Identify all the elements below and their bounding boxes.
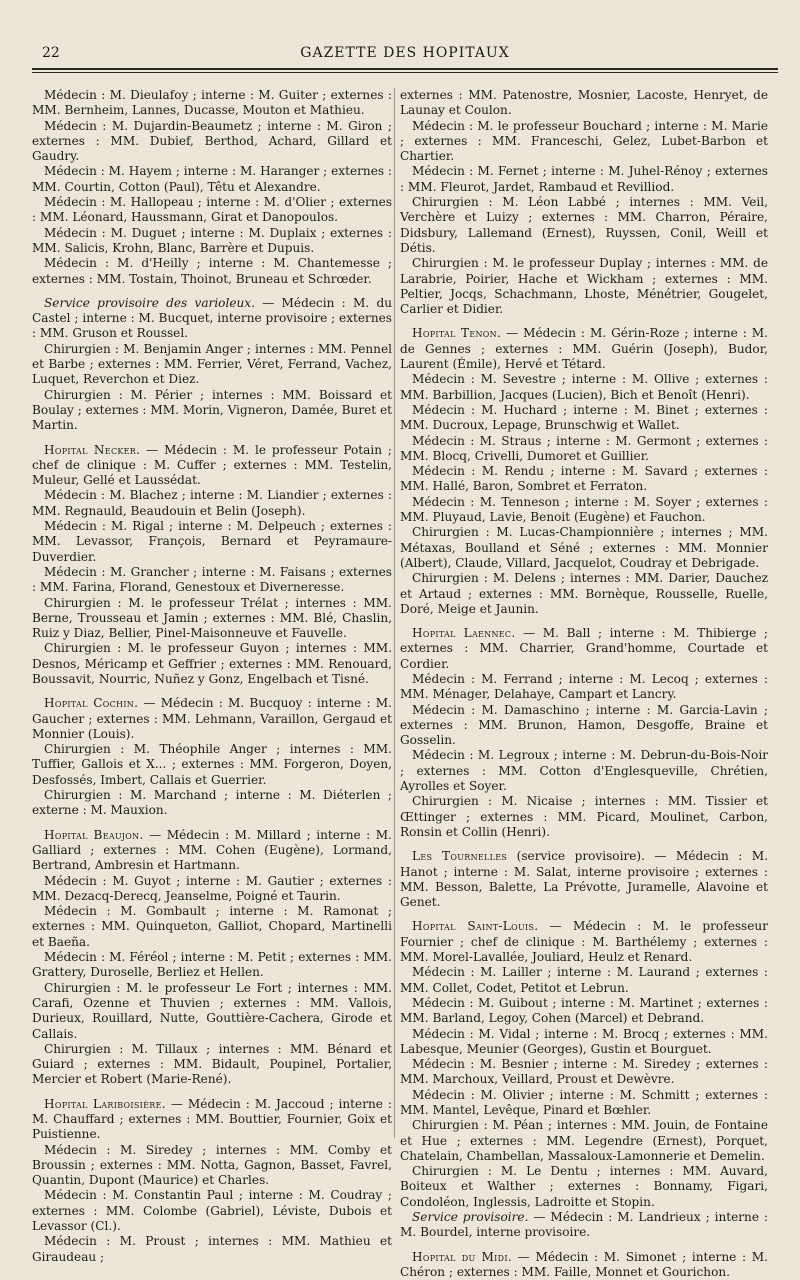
roster-paragraph — [400, 164, 768, 195]
paragraph-text: Chirurgien : M. le professeur Guyon ; internes : MM. Desnos, Méricamp et Geffrier ; externes : MM. Renouard, Boussavit, Nourric, Nuñez y Gonz, Engelbach et Tisné. — [32, 641, 392, 686]
roster-paragraph — [32, 742, 392, 788]
roster-paragraph — [32, 519, 392, 565]
roster-paragraph — [400, 748, 768, 794]
paragraph-text: — Médecin : M. Landrieux ; interne : M. Bourdel, interne provisoire. — [400, 1210, 769, 1240]
roster-paragraph — [32, 950, 392, 981]
paragraph-text: Médecin : M. Dieulafoy ; interne : M. Guiter ; externes : MM. Bernheim, Lannes, Ducasse, Mouton et Mathieu. — [32, 88, 392, 118]
paragraph-text: Médecin : M. Vidal ; interne : M. Brocq ; externes : MM. Labesque, Meunier (Georges), Gustin et Bourguet. — [400, 1026, 768, 1056]
section-paragraph — [400, 849, 768, 910]
paragraph-text: — Médecin : M. le professeur Potain ; chef de clinique : M. Cuffer ; externes : MM. Testelin, Muleur, Gellé et Laussédat. — [32, 442, 392, 488]
roster-paragraph — [400, 464, 768, 495]
paragraph-text: Médecin : M. Siredey ; internes : MM. Comby et Broussin ; externes : MM. Notta, Gagnon, Basset, Favrel, Quantin, Dupont (Maurice) et Charles. — [32, 1142, 392, 1188]
roster-paragraph — [400, 571, 768, 617]
roster-paragraph — [32, 1234, 392, 1265]
roster-paragraph — [400, 1057, 768, 1088]
header-rule — [32, 68, 778, 70]
paragraph-text: Chirurgien : M. Delens ; internes : MM. Darier, Dauchez et Artaud ; externes : MM. Bornèque, Rousselle, Ruelle, Doré, Meige et Jaunin. — [400, 571, 768, 616]
section-paragraph — [400, 1210, 768, 1241]
section-paragraph — [400, 1250, 768, 1280]
roster-paragraph — [400, 495, 768, 526]
paragraph-text: — Médecin : M. Millard ; interne : M. Galliard ; externes : MM. Cohen (Eugène), Lormand, Bertrand, Ambresin et Hartmann. — [32, 827, 392, 873]
roster-paragraph — [32, 596, 392, 642]
roster-paragraph — [32, 226, 392, 257]
roster-paragraph — [400, 965, 768, 996]
paragraph-text: Médecin : M. Blachez ; interne : M. Liandier ; externes : MM. Regnauld, Beaudouin et Belin (Joseph). — [32, 488, 392, 518]
paragraph-text: Médecin : M. Proust ; internes : MM. Mathieu et Giraudeau ; — [32, 1234, 392, 1264]
section-paragraph — [32, 1097, 392, 1143]
section-heading: Hopital Tenon. — [412, 326, 502, 341]
right-column — [400, 88, 768, 1280]
roster-paragraph — [32, 256, 392, 287]
paragraph-text: Médecin : M. d'Heilly ; interne : M. Chantemesse ; externes : MM. Tostain, Thoinot, Bruneau et Schrœder. — [32, 256, 392, 286]
paragraph-text: Médecin : M. Constantin Paul ; interne : M. Coudray ; externes : MM. Colombe (Gabriel), Léviste, Dubois et Levassor (Cl.). — [32, 1188, 392, 1234]
roster-paragraph — [400, 703, 768, 749]
paragraph-text: Chirurgien : M. Tillaux ; internes : MM. Bénard et Guiard ; externes : MM. Bidault, Poupinel, Portalier, Mercier et Robert (Marie-René). — [32, 1041, 392, 1087]
paragraph-text: Médecin : M. Rigal ; interne : M. Delpeuch ; externes : MM. Levassor, François, Bernard et Peyramaure-Duverdier. — [32, 519, 392, 564]
paragraph-text: Médecin : M. Lailler ; interne : M. Laurand ; externes : MM. Collet, Codet, Petitot et Lebrun. — [400, 965, 768, 995]
roster-paragraph — [400, 119, 768, 165]
paragraph-text: Médecin : M. Ferrand ; interne : M. Lecoq ; externes : MM. Ménager, Delahaye, Campart et Lancry. — [400, 671, 768, 702]
paragraph-text: Médecin : M. Sevestre ; interne : M. Ollive ; externes : MM. Barbillion, Jacques (Lucien), Bich et Benoît (Henri). — [400, 372, 768, 402]
section-paragraph — [32, 696, 392, 742]
roster-paragraph — [400, 372, 768, 403]
publication-title: GAZETTE DES HOPITAUX — [300, 45, 510, 61]
roster-paragraph — [32, 1143, 392, 1189]
paragraph-text: Chirurgien : M. Périer ; internes : MM. Boissard et Boulay ; externes : MM. Morin, Vigneron, Damée, Buret et Martin. — [32, 387, 392, 433]
paragraph-text: Chirurgien : M. Marchand ; interne : M. Diéterlen ; externe : M. Mauxion. — [32, 788, 392, 818]
paragraph-text: Chirurgien : M. Lucas-Championnière ; internes ; MM. Métaxas, Boulland et Séné ; externes : MM. Monnier (Albert), Claude, Villard, Jacquelot, Coudray et Debrigade. — [400, 525, 768, 570]
roster-paragraph — [400, 1027, 768, 1058]
roster-paragraph — [400, 195, 768, 256]
paragraph-text: Chirurgien : M. le professeur Le Fort ; internes : MM. Carafi, Ozenne et Thuvien ; externes : MM. Vallois, Durieux, Rouillard, Nutte, Gouttière-Cachera, Girode et Callais. — [32, 980, 392, 1041]
section-heading: Hopital Beaujon. — [44, 827, 144, 842]
roster-paragraph — [400, 434, 768, 465]
roster-paragraph — [32, 788, 392, 819]
paragraph-text: Médecin : M. Guibout ; interne : M. Martinet ; externes : MM. Barland, Legoy, Cohen (Marcel) et Debrand. — [400, 995, 768, 1026]
paragraph-text: Médecin : M. Legroux ; interne : M. Debrun-du-Bois-Noir ; externes : MM. Cotton d'Englesqueville, Chrétien, Ayrolles et Soyer. — [400, 748, 768, 794]
paragraph-text: externes : MM. Patenostre, Mosnier, Lacoste, Henryet, de Launay et Coulon. — [400, 88, 768, 118]
paragraph-text: — M. Ball ; interne : M. Thibierge ; externes : MM. Charrier, Grand'homme, Courtade et Cordier. — [400, 626, 768, 671]
section-heading: Les Tournelles — [412, 849, 508, 864]
paragraph-text: — Médecin : M. du Castel ; interne : M. Bucquet, interne provisoire ; externes : MM. Gruson et Roussel. — [32, 295, 392, 341]
paragraph-text: Médecin : M. Hayem ; interne : M. Haranger ; externes : MM. Courtin, Cotton (Paul), Têtu et Alexandre. — [32, 164, 392, 194]
paragraph-text: — Médecin : M. Bucquoy : interne : M. Gaucher ; externes : MM. Lehmann, Varaillon, Gergaud et Monnier (Louis). — [32, 696, 392, 741]
paragraph-text: Chirurgien : M. le professeur Duplay ; internes : MM. de Larabrie, Poirier, Hache et Wickham ; externes : MM. Peltier, Jocqs, Schachmann, Lhoste, Ménétrier, Gougelet, Carlier et Didier. — [400, 256, 768, 317]
paragraph-text: Médecin : M. Féréol ; interne : M. Petit ; externes : MM. Grattery, Duroselle, Berliez et Hellen. — [32, 950, 392, 980]
section-heading: Hopital Saint-Louis. — [412, 919, 539, 934]
section-heading: Service provisoire. — [412, 1210, 529, 1225]
paragraph-text: Chirurgien : M. Théophile Anger ; internes : MM. Tuffier, Gallois et X... ; externes : MM. Forgeron, Doyen, Desfossés, Imbert, Callais et Guerrier. — [32, 742, 392, 787]
left-column — [32, 88, 392, 1265]
paragraph-text: Médecin : M. Duguet ; interne : M. Duplaix ; externes : MM. Salicis, Krohn, Blanc, Barrère et Dupuis. — [32, 225, 392, 255]
roster-paragraph — [400, 256, 768, 317]
header-rule-thin — [32, 72, 778, 73]
paragraph-text: Médecin : M. Gombault ; interne : M. Ramonat ; externes : MM. Quinqueton, Galliot, Chopard, Martinelli et Baeña. — [32, 904, 392, 949]
section-heading: Hopital du Midi. — [412, 1249, 512, 1264]
section-paragraph — [32, 296, 392, 342]
paragraph-text: Médecin : M. Guyot ; interne : M. Gautier ; externes : MM. Dezacq-Derecq, Jeanselme, Poigné et Taurin. — [32, 873, 392, 903]
roster-paragraph — [32, 565, 392, 596]
paragraph-text: Chirurgien : M. le professeur Trélat ; internes : MM. Berne, Trousseau et Jamin ; externes : MM. Blé, Chaslin, Ruiz y Diaz, Bellier, Pinel-Maisonneuve et Fauvelle. — [32, 595, 392, 641]
paragraph-text: Chirurgien : M. Le Dentu ; internes : MM. Auvard, Boiteux et Walther ; externes : Bonnamy, Figari, Condoléon, Inglessis, Ladroitte et Stopin. — [400, 1164, 768, 1209]
roster-paragraph — [32, 164, 392, 195]
roster-paragraph — [32, 488, 392, 519]
paragraph-text: — Médecin : M. Jaccoud ; interne : M. Chauffard ; externes : MM. Bouttier, Fournier, Goix et Puistienne. — [32, 1096, 392, 1142]
paragraph-text: Chirurgien : M. Benjamin Anger ; internes : MM. Pennel et Barbe ; externes : MM. Ferrier, Véret, Ferrand, Vachez, Luquet, Reverchon et Diez. — [32, 341, 392, 387]
paragraph-text: Médecin : M. Grancher ; interne : M. Faisans ; externes : MM. Farina, Florand, Genestoux et Diverneresse. — [32, 564, 392, 595]
paragraph-text: Médecin : M. Besnier ; interne : M. Siredey ; externes : MM. Marchoux, Veillard, Proust et Dewèvre. — [400, 1057, 768, 1087]
page-number: 22 — [42, 45, 60, 61]
roster-paragraph — [400, 996, 768, 1027]
paragraph-text: — Médecin : M. Gérin-Roze ; interne : M. de Gennes ; externes : MM. Guérin (Joseph), Budor, Laurent (Émile), Hervé et Tétard. — [400, 326, 768, 372]
roster-paragraph — [400, 1118, 768, 1164]
column-divider — [394, 88, 395, 1138]
roster-paragraph — [32, 641, 392, 687]
paragraph-text: — Médecin : M. Simonet ; interne : M. Chéron ; externes : MM. Faille, Monnet et Gourichon. — [400, 1249, 768, 1279]
roster-paragraph — [400, 525, 768, 571]
section-paragraph — [32, 828, 392, 874]
section-heading: Hopital Laennec. — [412, 626, 516, 641]
paragraph-text: Chirurgien : M. Léon Labbé ; internes : MM. Veil, Verchère et Luizy ; externes : MM. Charron, Péraire, Didsbury, Lallemand (Ernest), Ruyssen, Conil, Weill et Détis. — [400, 195, 768, 255]
roster-paragraph — [32, 388, 392, 434]
paragraph-text: Médecin : M. Fernet ; interne : M. Juhel-Rénoy ; externes : MM. Fleurot, Jardet, Rambaud et Revilliod. — [400, 164, 768, 194]
section-heading: Hopital Cochin. — [44, 696, 139, 711]
roster-paragraph — [400, 403, 768, 434]
roster-paragraph — [400, 88, 768, 119]
section-heading: Hopital Lariboisière. — [44, 1096, 166, 1111]
roster-paragraph — [32, 1188, 392, 1234]
paragraph-text: Médecin : M. Tenneson ; interne : M. Soyer ; externes : MM. Pluyaud, Lavie, Benoit (Eugène) et Fauchon. — [400, 494, 768, 525]
roster-paragraph — [32, 195, 392, 226]
paragraph-text: (service provisoire). — Médecin : M. Hanot ; interne : M. Salat, interne provisoire ; externes : MM. Besson, Balette, La Prévotte, Juramelle, Alavoine et Genet. — [400, 849, 768, 910]
roster-paragraph — [400, 672, 768, 703]
roster-paragraph — [32, 874, 392, 905]
paragraph-text: Médecin : M. Dujardin-Beaumetz ; interne : M. Giron ; externes : MM. Dubief, Berthod, Achard, Gillard et Gaudry. — [32, 118, 392, 164]
roster-paragraph — [32, 1042, 392, 1088]
section-heading: Service provisoire des varioleux. — [44, 295, 255, 310]
section-heading: Hopital Necker. — [44, 442, 141, 457]
paragraph-text: Médecin : M. Straus ; interne : M. Germont ; externes : MM. Blocq, Crivelli, Dumoret et Guillier. — [400, 433, 768, 463]
paragraph-text: Médecin : M. le professeur Bouchard ; interne : M. Marie ; externes : MM. Franceschi, Gelez, Lubet-Barbon et Chartier. — [400, 118, 768, 164]
paragraph-text: Médecin : M. Olivier ; interne : M. Schmitt ; externes : MM. Mantel, Levêque, Pinard et Bœhler. — [400, 1087, 768, 1117]
roster-paragraph — [400, 794, 768, 840]
roster-paragraph — [400, 1164, 768, 1210]
paragraph-text: — Médecin : M. le professeur Fournier ; chef de clinique : M. Barthélemy ; externes : MM. Morel-Lavallée, Jouliard, Heulz et Renard. — [400, 919, 768, 965]
roster-paragraph — [32, 88, 392, 119]
paragraph-text: Chirurgien : M. Nicaise ; internes : MM. Tissier et Œttinger ; externes : MM. Picard, Moulinet, Carbon, Ronsin et Collin (Henri). — [400, 794, 768, 839]
paragraph-text: Médecin : M. Damaschino ; interne : M. Garcia-Lavin ; externes : MM. Brunon, Hamon, Desgoffe, Braine et Gosselin. — [400, 702, 768, 748]
section-paragraph — [400, 919, 768, 965]
roster-paragraph — [32, 119, 392, 165]
roster-paragraph — [400, 1088, 768, 1119]
roster-paragraph — [32, 904, 392, 950]
section-paragraph — [32, 443, 392, 489]
page-header — [32, 40, 778, 80]
roster-paragraph — [32, 342, 392, 388]
section-paragraph — [400, 326, 768, 372]
roster-paragraph — [32, 981, 392, 1042]
paragraph-text: Médecin : M. Rendu ; interne : M. Savard ; externes : MM. Hallé, Baron, Sombret et Ferraton. — [400, 464, 768, 494]
paragraph-text: Médecin : M. Huchard ; interne : M. Binet ; externes : MM. Ducroux, Lepage, Brunschwig et Wallet. — [400, 402, 768, 433]
section-paragraph — [400, 626, 768, 672]
paragraph-text: Médecin : M. Hallopeau ; interne : M. d'Olier ; externes : MM. Léonard, Haussmann, Girat et Danopoulos. — [32, 195, 392, 225]
paragraph-text: Chirurgien : M. Péan ; internes : MM. Jouin, de Fontaine et Hue ; externes : MM. Legendre (Ernest), Porquet, Chatelain, Chambellan, Massaloux-Lamonnerie et Demelin. — [400, 1118, 768, 1163]
